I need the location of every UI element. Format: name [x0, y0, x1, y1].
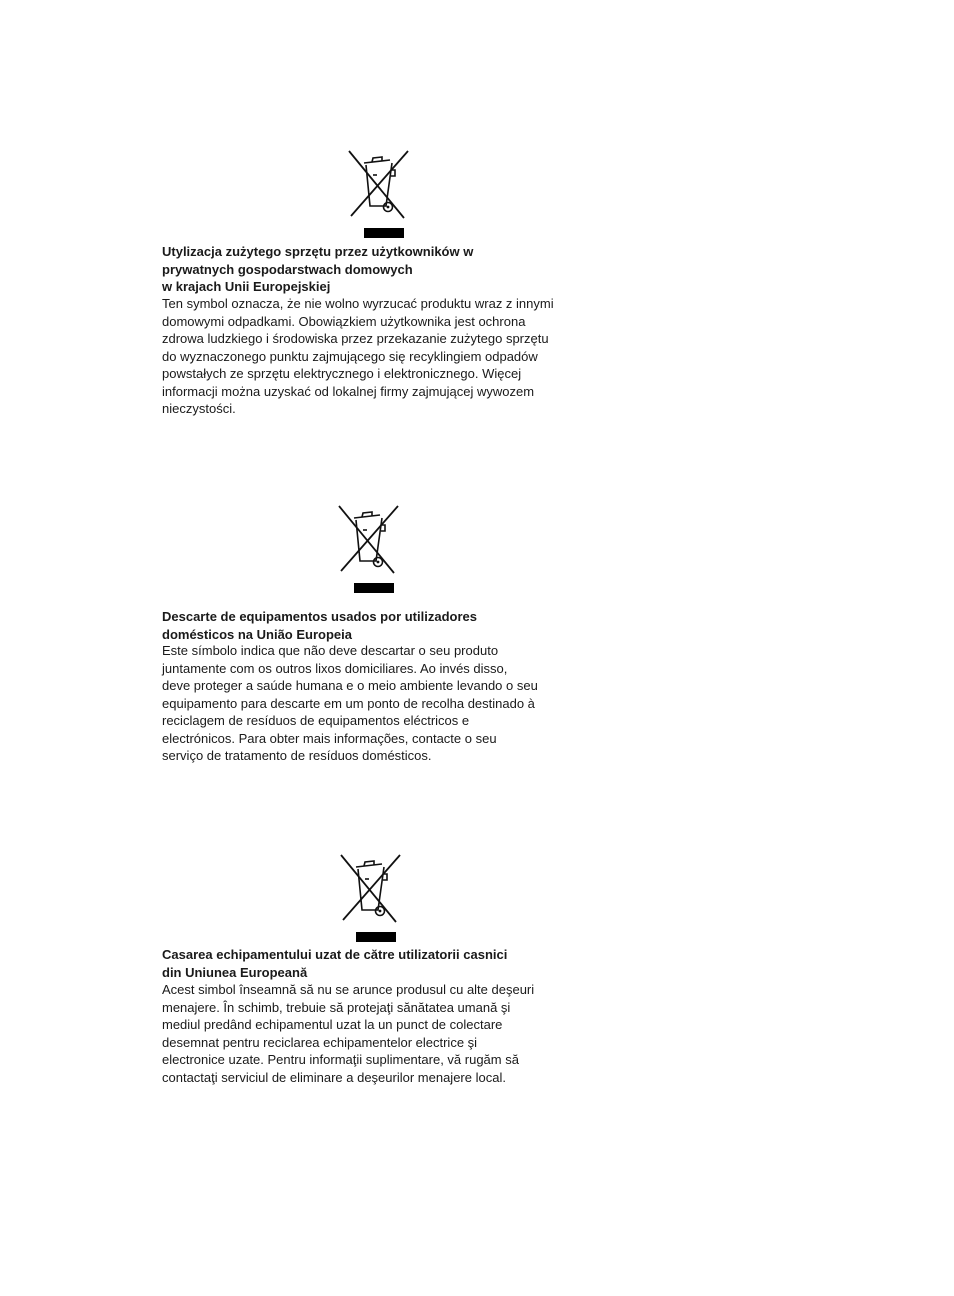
- section-title: Utylizacja zużytego sprzętu przez użytkowników w prywatnych gospodarstwach domowych w krajach Unii Europejskiej: [162, 244, 474, 294]
- section-title: Casarea echipamentului uzat de către utilizatorii casnici din Uniunea Europeană: [162, 947, 508, 980]
- section-body: Ten symbol oznacza, że nie wolno wyrzucać produktu wraz z innymi domowymi odpadkami. Obowiązkiem użytkownika jest ochrona zdrowa ludzkiego i środowiska przez przekazanie zużytego sprzętu do wyznaczonego punktu zajmującego się recyklingiem odpadów powstałych ze sprzętu elektrycznego i elektronicznego. Więcej informacji można uzyskać od lokalnej firmy zajmującej wywozem nieczystości.: [162, 296, 554, 416]
- crossed-out-wheelie-bin-icon: [338, 852, 404, 942]
- section-body: Acest simbol înseamnă să nu se arunce produsul cu alte deşeuri menajere. În schimb, trebuie să protejaţi sănătatea umană şi mediul predând echipamentul uzat la un punct de colectare desemnat pentru reciclarea echipamentelor electrice şi electronice uzate. Pentru informaţii suplimentare, vă rugăm să contactaţi serviciul de eliminare a deşeurilor menajere local.: [162, 982, 535, 1085]
- section-body: Este símbolo indica que não deve descartar o seu produto juntamente com os outros lixos domiciliares. Ao invés disso, deve proteger a saúde humana e o meio ambiente levando o seu equipamento para descarte em um ponto de recolha destinado à reciclagem de resíduos de equipamentos eléctricos e electrónicos. Para obter mais informações, contacte o seu serviço de tratamento de resíduos domésticos.: [162, 643, 538, 763]
- crossed-out-wheelie-bin-icon: [336, 503, 402, 593]
- crossed-out-wheelie-bin-icon: [346, 148, 412, 238]
- section-title: Descarte de equipamentos usados por utilizadores domésticos na União Europeia: [162, 609, 477, 642]
